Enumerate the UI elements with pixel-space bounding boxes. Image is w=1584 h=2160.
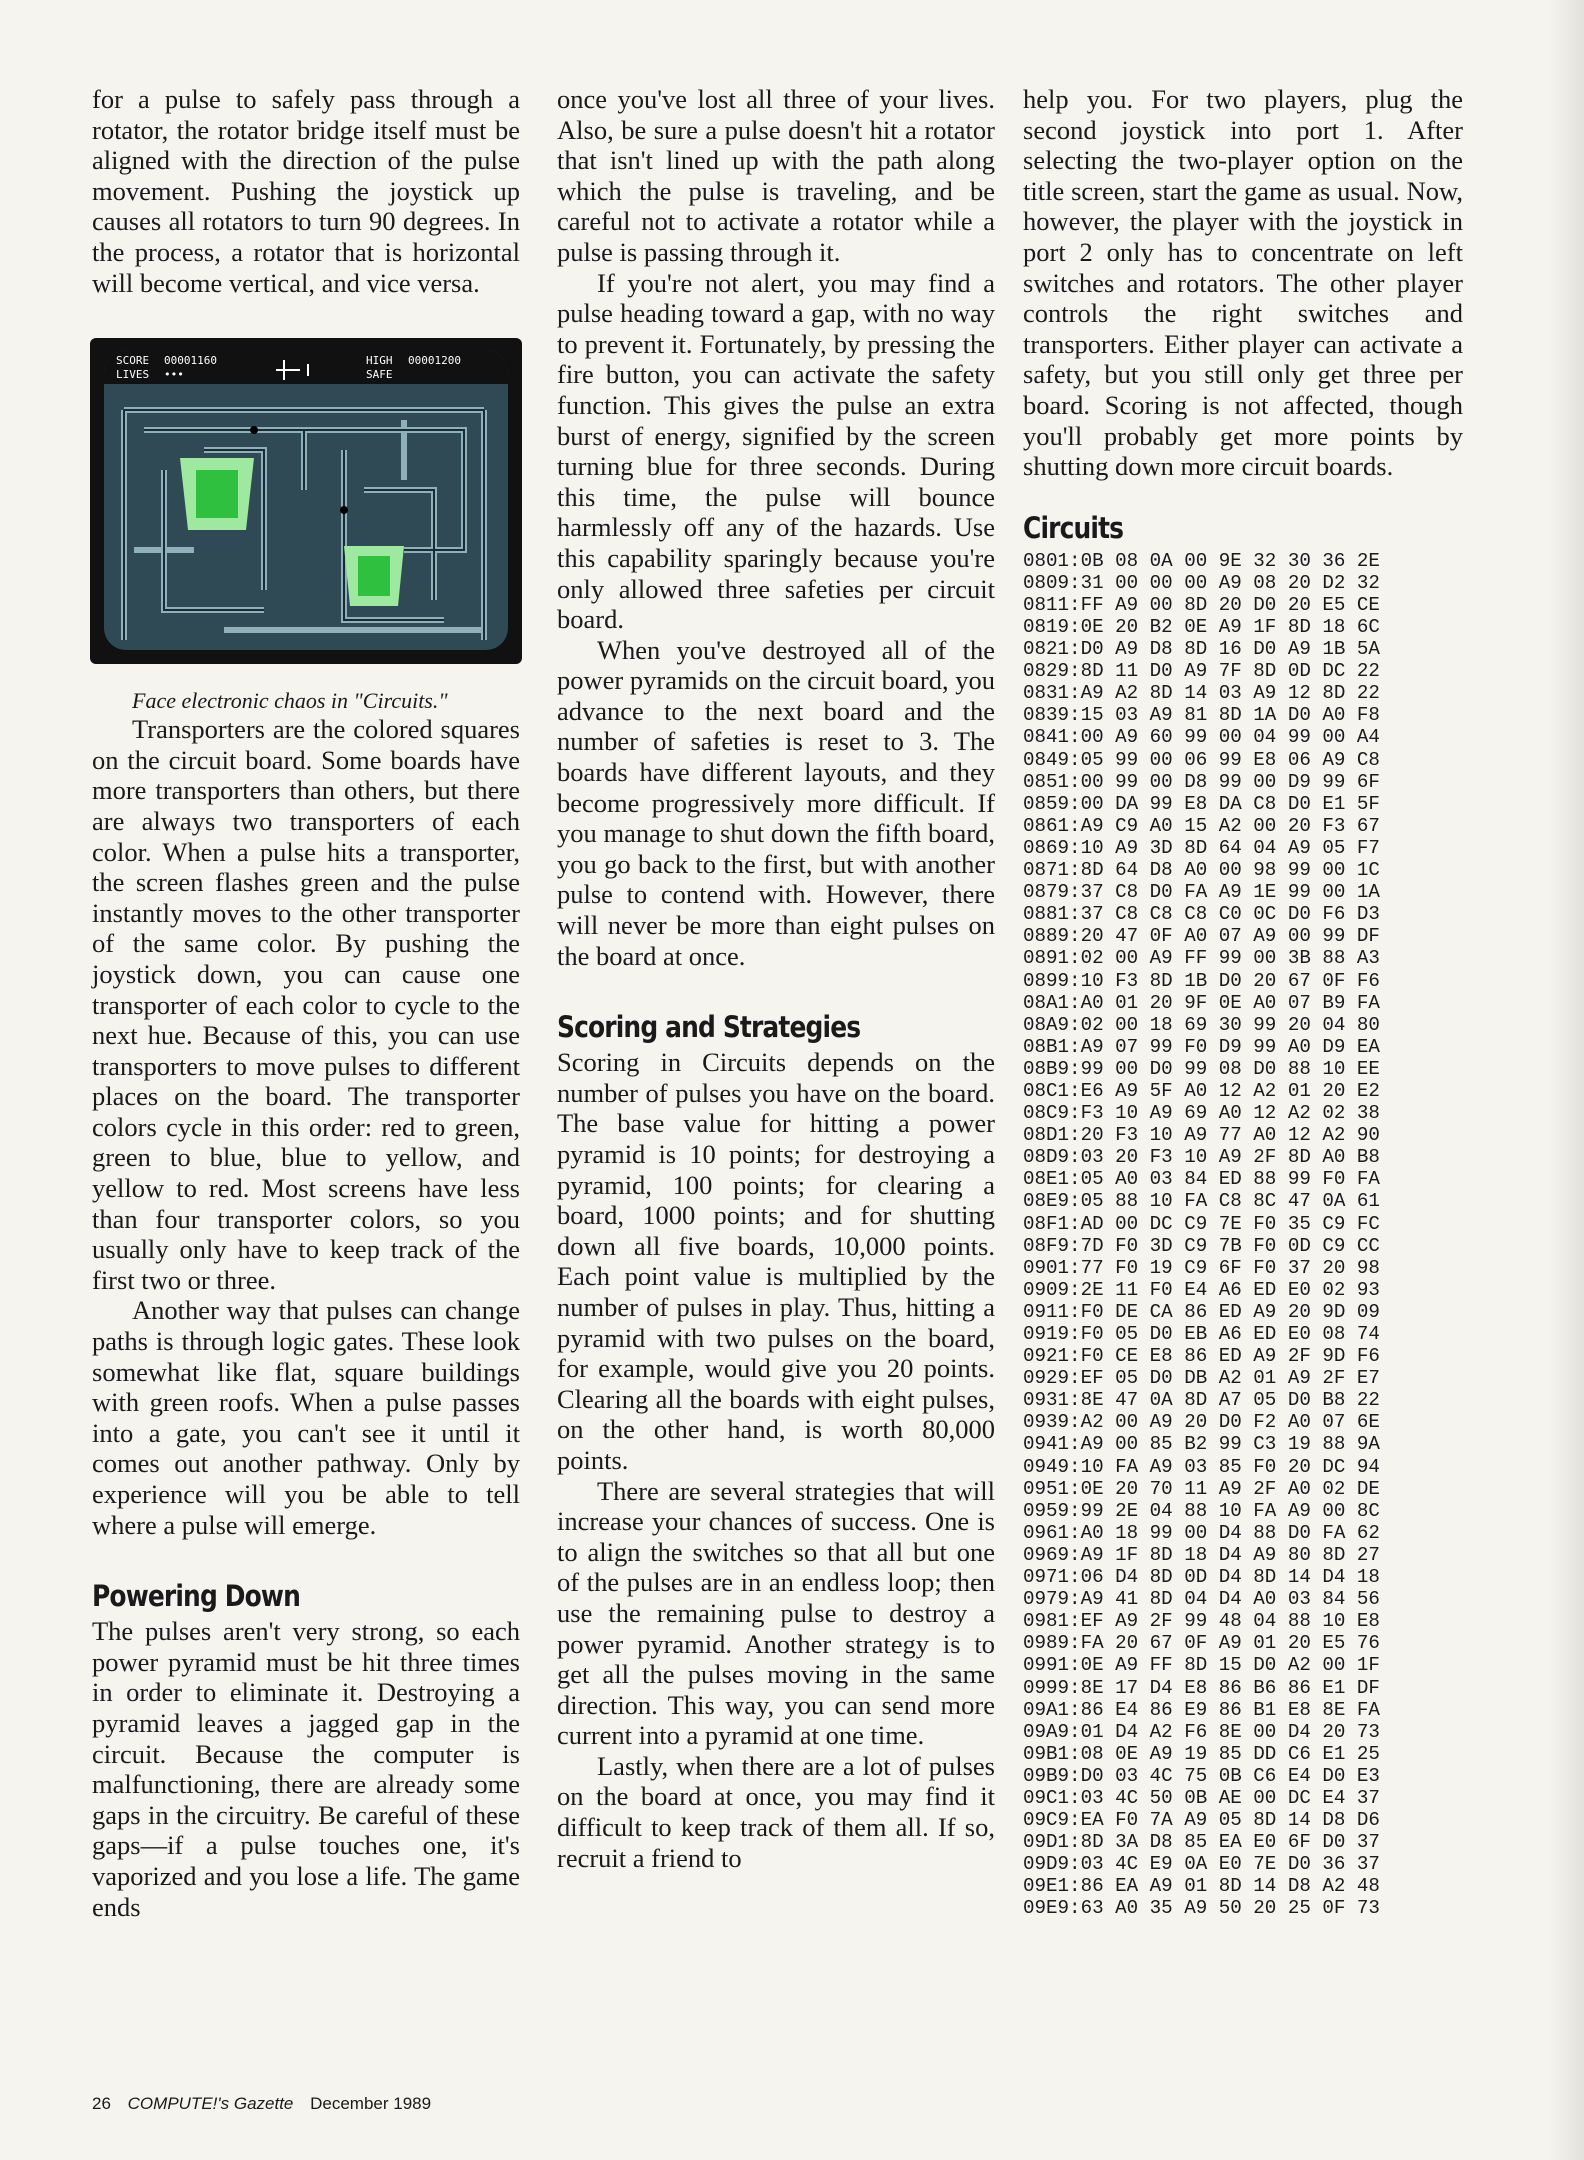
listing-line: 08D9:03 20 F3 10 A9 2F 8D A0 B8 — [1023, 1146, 1380, 1169]
listing-line: 08C9:F3 10 A9 69 A0 12 A2 02 38 — [1023, 1102, 1380, 1125]
heading-circuits-listing: Circuits — [1023, 510, 1124, 545]
column-1 — [92, 84, 520, 1922]
listing-line: 0889:20 47 0F A0 07 A9 00 99 DF — [1023, 925, 1380, 948]
listing-line: 0849:05 99 00 06 99 E8 06 A9 C8 — [1023, 748, 1380, 771]
listing-line: 08E9:05 88 10 FA C8 8C 47 0A 61 — [1023, 1190, 1380, 1213]
paragraph-intro-1: for a pulse to safely pass through a rotator, the rotator bridge itself must be aligned with the direction of the pulse movement. Pushing the joystick up causes all rotators to turn 90 degrees. In the process, a rotator that is horizontal will become vertical, and vice versa. — [92, 84, 520, 298]
listing-line: 0919:F0 05 D0 EB A6 ED E0 08 74 — [1023, 1323, 1380, 1345]
listing-line: 0991:0E A9 FF 8D 15 D0 A2 00 1F — [1023, 1654, 1380, 1677]
listing-line: 0941:A9 00 85 B2 99 C3 19 88 9A — [1023, 1433, 1380, 1456]
paragraph-logic-gates: Another way that pulses can change paths is through logic gates. These look somewhat like flat, square buildings with green roofs. When a pulse passes into a gate, you can't see it until it comes out another pathway. Only by experience will you be able to tell where a pulse will emerge. — [92, 1295, 520, 1540]
listing-line: 0879:37 C8 D0 FA A9 1E 99 00 1A — [1023, 881, 1380, 904]
issue-date: December 1989 — [310, 2094, 432, 2113]
listing-line: 0921:F0 CE E8 86 ED A9 2F 9D F6 — [1023, 1345, 1380, 1368]
listing-line: 0981:EF A9 2F 99 48 04 88 10 E8 — [1023, 1610, 1380, 1633]
paragraph-intro-2: once you've lost all three of your lives. Also, be sure a pulse doesn't hit a rotator that isn't lined up with the path along which the pulse is traveling, and be careful not to activate a rotator while a pulse is passing through it. — [557, 84, 995, 267]
listing-line: 0841:00 A9 60 99 00 04 99 00 A4 — [1023, 726, 1380, 749]
listing-line: 0951:0E 20 70 11 A9 2F A0 02 DE — [1023, 1477, 1380, 1500]
heading-scoring: Scoring and Strategies — [557, 1010, 861, 1045]
listing-line: 0811:FF A9 00 8D 20 D0 20 E5 CE — [1023, 593, 1380, 616]
listing-line: 09D1:8D 3A D8 85 EA E0 6F D0 37 — [1023, 1831, 1380, 1854]
listing-line: 0969:A9 1F 8D 18 D4 A9 80 8D 27 — [1023, 1543, 1380, 1566]
paragraph-powering-down: The pulses aren't very strong, so each power pyramid must be hit three times in order to eliminate it. Destroying a pyramid leaves a jagged gap in the circuit. Because the computer is malfunctioning, there are already some gaps in the circuitry. Be careful of these gaps—if a pulse touches one, it's vaporized and you lose a life. The game ends — [92, 1616, 520, 1922]
listing-line: 0829:8D 11 D0 A9 7F 8D 0D DC 22 — [1023, 660, 1380, 683]
game-screenshot — [90, 338, 522, 664]
listing-line: 0861:A9 C9 A0 15 A2 00 20 F3 67 — [1023, 814, 1380, 837]
listing-line: 0899:10 F3 8D 1B D0 20 67 0F F6 — [1023, 969, 1380, 992]
screenshot-caption: Face electronic chaos in "Circuits." — [132, 688, 448, 714]
listing-line: 09E1:86 EA A9 01 8D 14 D8 A2 48 — [1023, 1875, 1380, 1898]
safe-label: SAFE — [366, 368, 393, 382]
listing-line: 08C1:E6 A9 5F A0 12 A2 01 20 E2 — [1023, 1079, 1380, 1102]
paragraph-intro-3: help you. For two players, plug the second joystick into port 1. After selecting the two-player option on the title screen, start the game as usual. Now, however, the player with the joystick in port 2 only has to concentrate on left switches and rotators. The other player controls the right switches and transporters. Either player can activate a safety, but you still only get three per board. Scoring is not affected, though you'll probably get more points by shutting down more circuit boards. — [1023, 84, 1463, 482]
paragraph-next-board: When you've destroyed all of the power pyramids on the circuit board, you advance to the next board and the number of safeties is reset to 3. The boards have different layouts, and they become progressively more difficult. If you manage to shut down the fifth board, you go back to the first, but with another pulse to contend with. However, there will never be more than eight pulses on the board at once. — [557, 634, 995, 971]
column-2 — [557, 84, 995, 1873]
listing-line: 0929:EF 05 D0 DB A2 01 A9 2F E7 — [1023, 1367, 1380, 1390]
listing-line: 0839:15 03 A9 81 8D 1A D0 A0 F8 — [1023, 704, 1380, 727]
listing-line: 0821:D0 A9 D8 8D 16 D0 A9 1B 5A — [1023, 638, 1380, 661]
listing-line: 08D1:20 F3 10 A9 77 A0 12 A2 90 — [1023, 1124, 1380, 1147]
lives-value: ••• — [164, 368, 184, 382]
lives-label: LIVES — [116, 368, 150, 382]
listing-line: 09B9:D0 03 4C 75 0B C6 E4 D0 E3 — [1023, 1764, 1380, 1787]
column-3 — [1023, 84, 1463, 1920]
listing-line: 0819:0E 20 B2 0E A9 1F 8D 18 6C — [1023, 616, 1380, 638]
listing-line: 08A9:02 00 18 69 30 99 20 04 80 — [1023, 1013, 1380, 1036]
listing-line: 0999:8E 17 D4 E8 86 B6 86 E1 DF — [1023, 1676, 1380, 1699]
listing-line: 0939:A2 00 A9 20 D0 F2 A0 07 6E — [1023, 1411, 1380, 1434]
listing-line: 0959:99 2E 04 88 10 FA A9 00 8C — [1023, 1499, 1380, 1522]
listing-line: 08B1:A9 07 99 F0 D9 99 A0 D9 EA — [1023, 1035, 1380, 1058]
listing-line: 0911:F0 DE CA 86 ED A9 20 9D 09 — [1023, 1300, 1380, 1323]
listing-line: 0871:8D 64 D8 A0 00 98 99 00 1C — [1023, 859, 1380, 882]
listing-line: 0881:37 C8 C8 C8 C0 0C D0 F6 D3 — [1023, 903, 1380, 926]
listing-line: 0891:02 00 A9 FF 99 00 3B 88 A3 — [1023, 947, 1380, 970]
listing-line: 09B1:08 0E A9 19 85 DD C6 E1 25 — [1023, 1742, 1380, 1765]
score-label: SCORE — [116, 354, 150, 368]
page-footer — [92, 2094, 443, 2114]
listing-line: 09A1:86 E4 86 E9 86 B1 E8 8E FA — [1023, 1698, 1380, 1721]
listing-line: 0801:0B 08 0A 00 9E 32 30 36 2E — [1023, 549, 1380, 572]
listing-line: 09C1:03 4C 50 0B AE 00 DC E4 37 — [1023, 1786, 1380, 1809]
paragraph-scoring: Scoring in Circuits depends on the number of pulses you have on the board. The base value for hitting a power pyramid is 10 points; for destroying a pyramid, 100 points; for clearing a board, 1000 points; and for shutting down all five boards, 10,000 points. Each point value is multiplied by the number of pulses in play. Thus, hitting a pyramid with two pulses on the board, for example, would give you 20 points. Clearing all the boards with eight pulses, on the other hand, is worth 80,000 points. — [557, 1047, 995, 1475]
listing-line: 0909:2E 11 F0 E4 A6 ED E0 02 93 — [1023, 1278, 1380, 1301]
listing-line: 0979:A9 41 8D 04 D4 A0 03 84 56 — [1023, 1588, 1380, 1611]
listing-line: 08F9:7D F0 3D C9 7B F0 0D C9 CC — [1023, 1234, 1380, 1257]
listing-line: 09C9:EA F0 7A A9 05 8D 14 D8 D6 — [1023, 1809, 1380, 1832]
score-value: 00001160 — [164, 354, 217, 368]
listing-line: 0949:10 FA A9 03 85 F0 20 DC 94 — [1023, 1455, 1380, 1478]
game-screen — [104, 350, 508, 650]
listing-line: 0961:A0 18 99 00 D4 88 D0 FA 62 — [1023, 1521, 1380, 1544]
listing-line: 08F1:AD 00 DC C9 7E F0 35 C9 FC — [1023, 1212, 1380, 1235]
power-pyramid-left — [180, 458, 254, 530]
paragraph-safety: If you're not alert, you may find a pulse heading toward a gap, with no way to prevent it. Fortunately, by pressing the fire button, you can activate the safety function. This gives the pulse an extra burst of energy, signified by the screen turning blue for three seconds. During this time, the pulse will bounce harmlessly off any of the hazards. Use this capability sparingly because you're only allowed three safeties per circuit board. — [557, 267, 995, 635]
listing-line: 09A9:01 D4 A2 F6 8E 00 D4 20 73 — [1023, 1720, 1380, 1743]
listing-line: 0869:10 A9 3D 8D 64 04 A9 05 F7 — [1023, 836, 1380, 859]
paragraph-transporters: Transporters are the colored squares on the circuit board. Some boards have more transporters than others, but there are always two transporters of each color. When a pulse hits a transporter, the screen flashes green and the pulse instantly moves to the other transporter of the same color. By pushing the joystick down, you can cause one transporter of each color to cycle to the next hue. Because of this, you can use transporters to move pulses to different places on the board. The transporter colors cycle in this order: red to green, green to blue, blue to yellow, and yellow to red. Most screens have less than four transporter colors, so you usually only have to keep track of the first two or three. — [92, 714, 520, 1295]
page-number: 26 — [92, 2094, 111, 2113]
listing-line: 0971:06 D4 8D 0D D4 8D 14 D4 18 — [1023, 1566, 1380, 1589]
listing-line: 0831:A9 A2 8D 14 03 A9 12 8D 22 — [1023, 682, 1380, 705]
page-edge-shadow — [1548, 0, 1584, 2160]
listing-line: 0809:31 00 00 00 A9 08 20 D2 32 — [1023, 571, 1380, 594]
listing-line: 08E1:05 A0 03 84 ED 88 99 F0 FA — [1023, 1168, 1380, 1191]
heading-powering-down: Powering Down — [92, 1579, 300, 1614]
listing-line: 08B9:99 00 D0 99 08 D0 88 10 EE — [1023, 1057, 1380, 1080]
magazine-name: COMPUTE!'s Gazette — [127, 2094, 294, 2113]
listing-line: 0859:00 DA 99 E8 DA C8 D0 E1 5F — [1023, 792, 1380, 815]
listing-line: 09D9:03 4C E9 0A E0 7E D0 36 37 — [1023, 1853, 1380, 1876]
listing-line: 0901:77 F0 19 C9 6F F0 37 20 98 — [1023, 1256, 1380, 1279]
program-listing — [1023, 550, 1463, 1920]
listing-line: 08A1:A0 01 20 9F 0E A0 07 B9 FA — [1023, 991, 1380, 1014]
listing-line: 0989:FA 20 67 0F A9 01 20 E5 76 — [1023, 1632, 1380, 1655]
circuit-board-image — [104, 350, 508, 650]
paragraph-lastly: Lastly, when there are a lot of pulses on the board at once, you may find it difficult to keep track of them all. If so, recruit a friend to — [557, 1750, 995, 1873]
high-value: 00001200 — [408, 354, 461, 368]
listing-line: 09E9:63 A0 35 A9 50 20 25 0F 73 — [1023, 1897, 1380, 1920]
listing-line: 0851:00 99 00 D8 99 00 D9 99 6F — [1023, 770, 1380, 793]
paragraph-strategies: There are several strategies that will increase your chances of success. One is to align the switches so that all but one of the pulses are in an endless loop; then use the remaining pulse to destroy a power pyramid. Another strategy is to get all the pulses moving in the same direction. This way, you can send more current into a pyramid at one time. — [557, 1475, 995, 1751]
power-pyramid-right — [344, 546, 404, 606]
listing-line: 0931:8E 47 0A 8D A7 05 D0 B8 22 — [1023, 1389, 1380, 1412]
high-label: HIGH — [366, 354, 393, 368]
